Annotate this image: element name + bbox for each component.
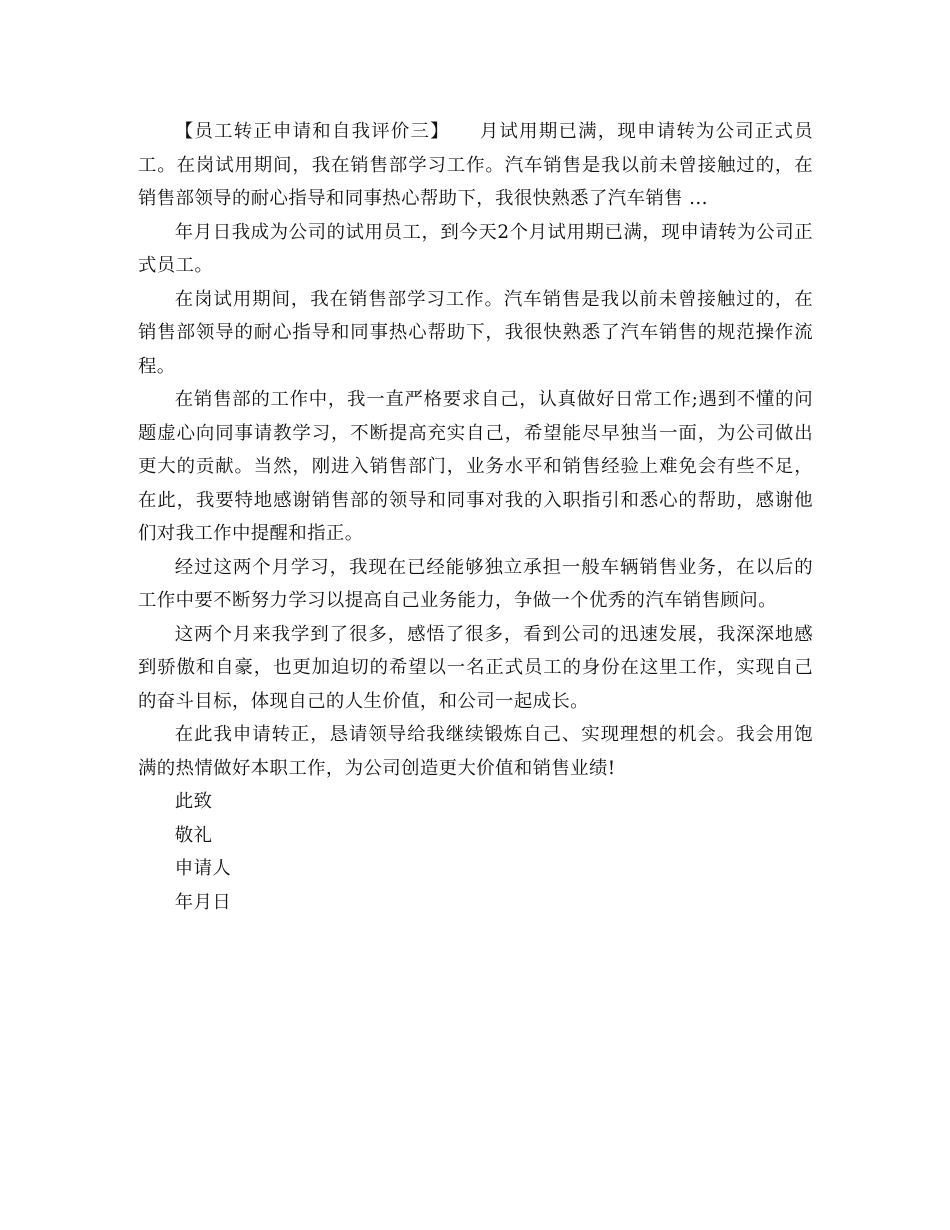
- paragraph-5: 经过这两个月学习，我现在已经能够独立承担一般车辆销售业务，在以后的工作中要不断努力学习以提高自己业务能力，争做一个优秀的汽车销售顾问。: [138, 556, 813, 611]
- date-label: 年月日: [174, 891, 232, 913]
- paragraph-3: 在岗试用期间，我在销售部学习工作。汽车销售是我以前未曾接触过的，在销售部领导的耐心指导和同事热心帮助下，我很快熟悉了汽车销售的规范操作流程。: [138, 288, 813, 377]
- paragraph-6: 这两个月来我学到了很多，感悟了很多，看到公司的迅速发展，我深深地感到骄傲和自豪，也更加迫切的希望以一名正式员工的身份在这里工作，实现自己的奋斗目标，体现自己的人生价值，和公司一起成长。: [138, 623, 813, 712]
- closing-regards: 敬礼: [174, 824, 213, 846]
- paragraph-7: 在此我申请转正，恳请领导给我继续锻炼自己、实现理想的机会。我会用饱满的热情做好本职工作，为公司创造更大价值和销售业绩!: [138, 724, 813, 779]
- paragraph-2: 年月日我成为公司的试用员工，到今天2个月试用期已满，现申请转为公司正式员工。: [138, 221, 813, 276]
- closing-salutation: 此致: [174, 791, 213, 812]
- paragraph-1: 【员工转正申请和自我评价三】 月试用期已满，现申请转为公司正式员工。在岗试用期间，我在销售部学习工作。汽车销售是我以前未曾接触过的，在销售部领导的耐心指导和同事热心帮助下，我很快熟悉了汽车销售 ...: [138, 121, 813, 209]
- paragraph-4: 在销售部的工作中，我一直严格要求自己，认真做好日常工作;遇到不懂的问题虚心向同事请教学习，不断提高充实自己，希望能尽早独当一面，为公司做出更大的贡献。当然，刚进入销售部门，业务水平和销售经验上难免会有些不足，在此，我要特地感谢销售部的领导和同事对我的入职指引和悉心的帮助，感谢他们对我工作中提醒和指正。: [138, 389, 813, 544]
- document-body: [138, 115, 813, 919]
- applicant-label: 申请人: [174, 858, 232, 879]
